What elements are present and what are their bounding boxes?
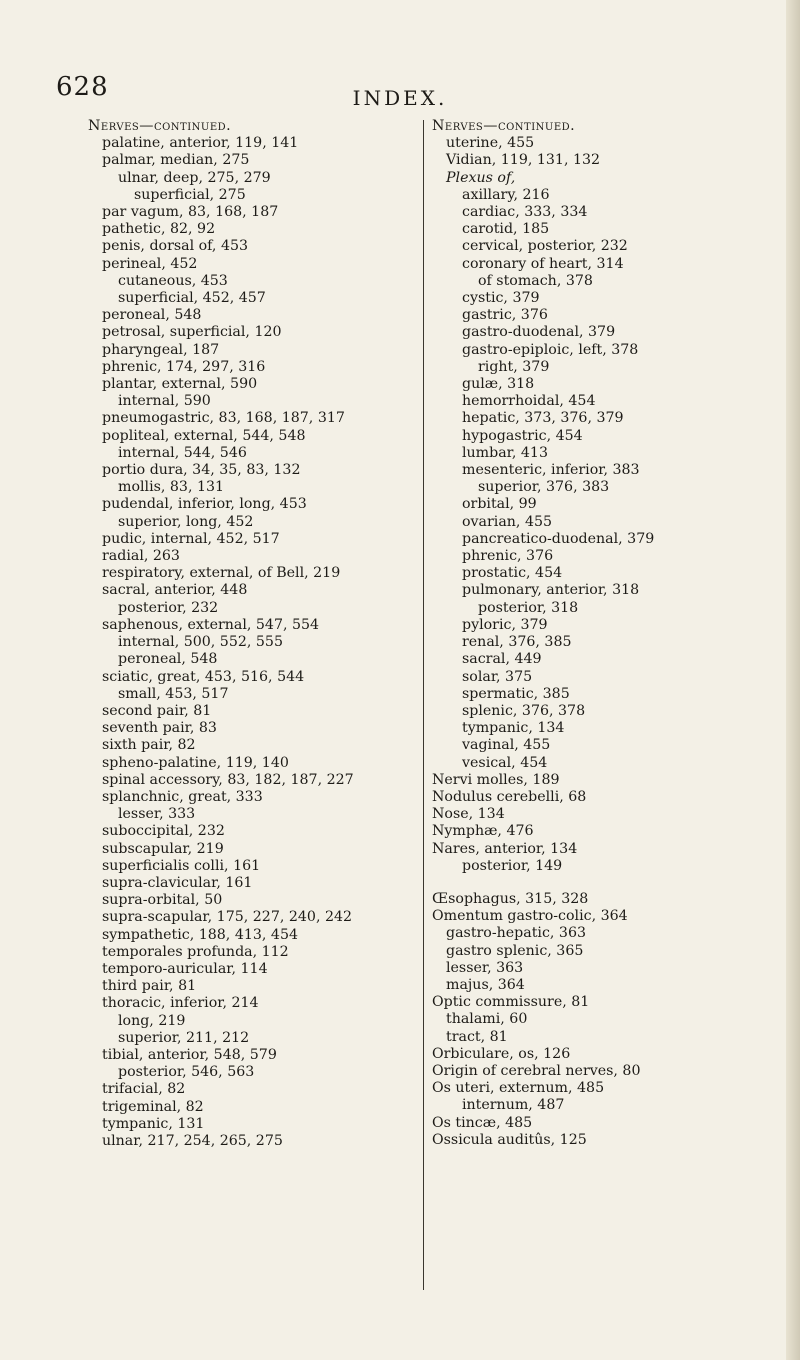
- index-entry: solar, 375: [462, 668, 533, 685]
- index-entry: mollis, 83, 131: [118, 479, 225, 496]
- index-entry: Orbiculare, os, 126: [432, 1045, 571, 1062]
- index-entry: coronary of heart, 314: [462, 255, 624, 272]
- index-heading: Nerves—continued.: [88, 118, 232, 134]
- index-entry: suboccipital, 232: [102, 823, 225, 840]
- index-entry: Œsophagus, 315, 328: [432, 890, 589, 907]
- index-entry: carotid, 185: [462, 221, 550, 238]
- index-entry: Optic commissure, 81: [432, 994, 590, 1011]
- index-entry: splanchnic, great, 333: [102, 788, 263, 805]
- index-entry: Nodulus cerebelli, 68: [432, 788, 587, 805]
- index-column-right: [432, 118, 772, 1149]
- index-entry: palatine, anterior, 119, 141: [102, 135, 299, 152]
- index-entry: splenic, 376, 378: [462, 702, 586, 719]
- index-entry: gastro-hepatic, 363: [446, 925, 586, 942]
- index-entry: supra-orbital, 50: [102, 892, 223, 909]
- index-entry: gastric, 376: [462, 307, 548, 324]
- index-entry: spinal accessory, 83, 182, 187, 227: [102, 771, 354, 788]
- index-entry: lesser, 363: [446, 959, 524, 976]
- index-entry: superior, 211, 212: [118, 1029, 250, 1046]
- index-entry: peroneal, 548: [102, 307, 202, 324]
- index-entry: gastro-duodenal, 379: [462, 324, 616, 341]
- index-entry: subscapular, 219: [102, 840, 224, 857]
- index-entry: trifacial, 82: [102, 1081, 186, 1098]
- index-entry: second pair, 81: [102, 702, 212, 719]
- index-entry: trigeminal, 82: [102, 1098, 204, 1115]
- index-entry: supra-scapular, 175, 227, 240, 242: [102, 909, 353, 926]
- index-entry: posterior, 546, 563: [118, 1064, 255, 1081]
- index-entry: Omentum gastro-colic, 364: [432, 908, 628, 925]
- index-entry: spermatic, 385: [462, 685, 570, 702]
- index-entry: spheno-palatine, 119, 140: [102, 754, 289, 771]
- index-entry: axillary, 216: [462, 186, 550, 203]
- index-entry: phrenic, 376: [462, 548, 554, 565]
- index-entry: temporales profunda, 112: [102, 943, 289, 960]
- index-entry: cervical, posterior, 232: [462, 238, 628, 255]
- index-entry: ulnar, deep, 275, 279: [118, 169, 271, 186]
- index-entry: supra-clavicular, 161: [102, 874, 253, 891]
- index-entry: sympathetic, 188, 413, 454: [102, 926, 299, 943]
- index-entry: Nose, 134: [432, 806, 505, 823]
- index-entry: pulmonary, anterior, 318: [462, 582, 640, 599]
- index-entry: perineal, 452: [102, 255, 198, 272]
- index-entry: hypogastric, 454: [462, 427, 583, 444]
- index-entry: tibial, anterior, 548, 579: [102, 1046, 277, 1063]
- index-entry: respiratory, external, of Bell, 219: [102, 565, 341, 582]
- index-entry: posterior, 318: [478, 599, 579, 616]
- index-entry: pudendal, inferior, long, 453: [102, 496, 307, 513]
- index-entry: seventh pair, 83: [102, 720, 217, 737]
- index-entry: posterior, 232: [118, 599, 219, 616]
- index-entry: phrenic, 174, 297, 316: [102, 358, 266, 375]
- index-entry: petrosal, superficial, 120: [102, 324, 282, 341]
- index-entry: radial, 263: [102, 548, 180, 565]
- index-entry: Origin of cerebral nerves, 80: [432, 1062, 641, 1079]
- index-entry: Os uteri, externum, 485: [432, 1080, 605, 1097]
- index-entry: internal, 500, 552, 555: [118, 634, 283, 651]
- index-entry: hemorrhoidal, 454: [462, 393, 596, 410]
- index-entry: superior, long, 452: [118, 513, 254, 530]
- index-entry: temporo-auricular, 114: [102, 960, 268, 977]
- index-entry: prostatic, 454: [462, 565, 563, 582]
- index-column-left: [88, 118, 408, 1150]
- index-entry: Vidian, 119, 131, 132: [446, 152, 601, 169]
- index-entry: tympanic, 131: [102, 1115, 205, 1132]
- index-entry: sixth pair, 82: [102, 737, 196, 754]
- index-entry: Os tincæ, 485: [432, 1114, 533, 1131]
- index-entry: peroneal, 548: [118, 651, 218, 668]
- index-entry: plantar, external, 590: [102, 376, 258, 393]
- index-entry: superior, 376, 383: [478, 479, 610, 496]
- index-entry: long, 219: [118, 1012, 186, 1029]
- index-entry: cardiac, 333, 334: [462, 204, 588, 221]
- index-entry: pancreatico-duodenal, 379: [462, 530, 655, 547]
- page-edge: [786, 0, 800, 1360]
- index-entry: popliteal, external, 544, 548: [102, 427, 306, 444]
- index-entry: portio dura, 34, 35, 83, 132: [102, 462, 301, 479]
- index-entry: Ossicula auditûs, 125: [432, 1131, 587, 1148]
- index-entry: gulæ, 318: [462, 376, 535, 393]
- index-entry: saphenous, external, 547, 554: [102, 616, 320, 633]
- index-entry: of stomach, 378: [478, 272, 593, 289]
- index-entry: pyloric, 379: [462, 616, 548, 633]
- index-entry: internum, 487: [462, 1097, 565, 1114]
- index-entry: vesical, 454: [462, 754, 548, 771]
- page-number: 628: [56, 72, 109, 102]
- index-entry: cutaneous, 453: [118, 272, 228, 289]
- running-head: INDEX.: [352, 86, 448, 110]
- index-entry: sacral, 449: [462, 651, 542, 668]
- index-entry: small, 453, 517: [118, 685, 229, 702]
- index-entry: Nares, anterior, 134: [432, 840, 578, 857]
- index-entry: ovarian, 455: [462, 513, 553, 530]
- index-entry: hepatic, 373, 376, 379: [462, 410, 624, 427]
- index-entry: sciatic, great, 453, 516, 544: [102, 668, 305, 685]
- index-entry: pharyngeal, 187: [102, 341, 220, 358]
- index-entry: par vagum, 83, 168, 187: [102, 204, 279, 221]
- index-entry: Nymphæ, 476: [432, 823, 534, 840]
- index-entry: thoracic, inferior, 214: [102, 995, 259, 1012]
- column-divider: [423, 120, 424, 1290]
- index-entry: lumbar, 413: [462, 444, 548, 461]
- index-entry: internal, 590: [118, 393, 211, 410]
- index-entry: pudic, internal, 452, 517: [102, 530, 280, 547]
- index-entry: uterine, 455: [446, 135, 535, 152]
- index-entry: sacral, anterior, 448: [102, 582, 248, 599]
- index-entry: gastro-epiploic, left, 378: [462, 341, 639, 358]
- index-entry: pathetic, 82, 92: [102, 221, 216, 238]
- index-entry: lesser, 333: [118, 806, 196, 823]
- index-entry: superficial, 275: [134, 186, 246, 203]
- index-heading: Nerves—continued.: [432, 118, 576, 134]
- index-entry: posterior, 149: [462, 857, 563, 874]
- index-entry: pneumogastric, 83, 168, 187, 317: [102, 410, 345, 427]
- index-entry: orbital, 99: [462, 496, 537, 513]
- index-entry: internal, 544, 546: [118, 444, 247, 461]
- index-entry: vaginal, 455: [462, 737, 551, 754]
- index-entry: palmar, median, 275: [102, 152, 250, 169]
- index-entry: superficialis colli, 161: [102, 857, 261, 874]
- index-entry: third pair, 81: [102, 978, 197, 995]
- index-entry: mesenteric, inferior, 383: [462, 462, 640, 479]
- index-entry: renal, 376, 385: [462, 634, 572, 651]
- index-entry: superficial, 452, 457: [118, 290, 266, 307]
- index-entry: cystic, 379: [462, 290, 540, 307]
- index-entry: thalami, 60: [446, 1011, 528, 1028]
- index-entry: Nervi molles, 189: [432, 771, 560, 788]
- index-entry: ulnar, 217, 254, 265, 275: [102, 1132, 283, 1149]
- index-entry: majus, 364: [446, 976, 525, 993]
- index-entry: tympanic, 134: [462, 720, 565, 737]
- index-entry: Plexus of,: [446, 169, 516, 186]
- index-entry: penis, dorsal of, 453: [102, 238, 249, 255]
- index-entry: gastro splenic, 365: [446, 942, 584, 959]
- index-entry: right, 379: [478, 358, 550, 375]
- index-entry: tract, 81: [446, 1028, 508, 1045]
